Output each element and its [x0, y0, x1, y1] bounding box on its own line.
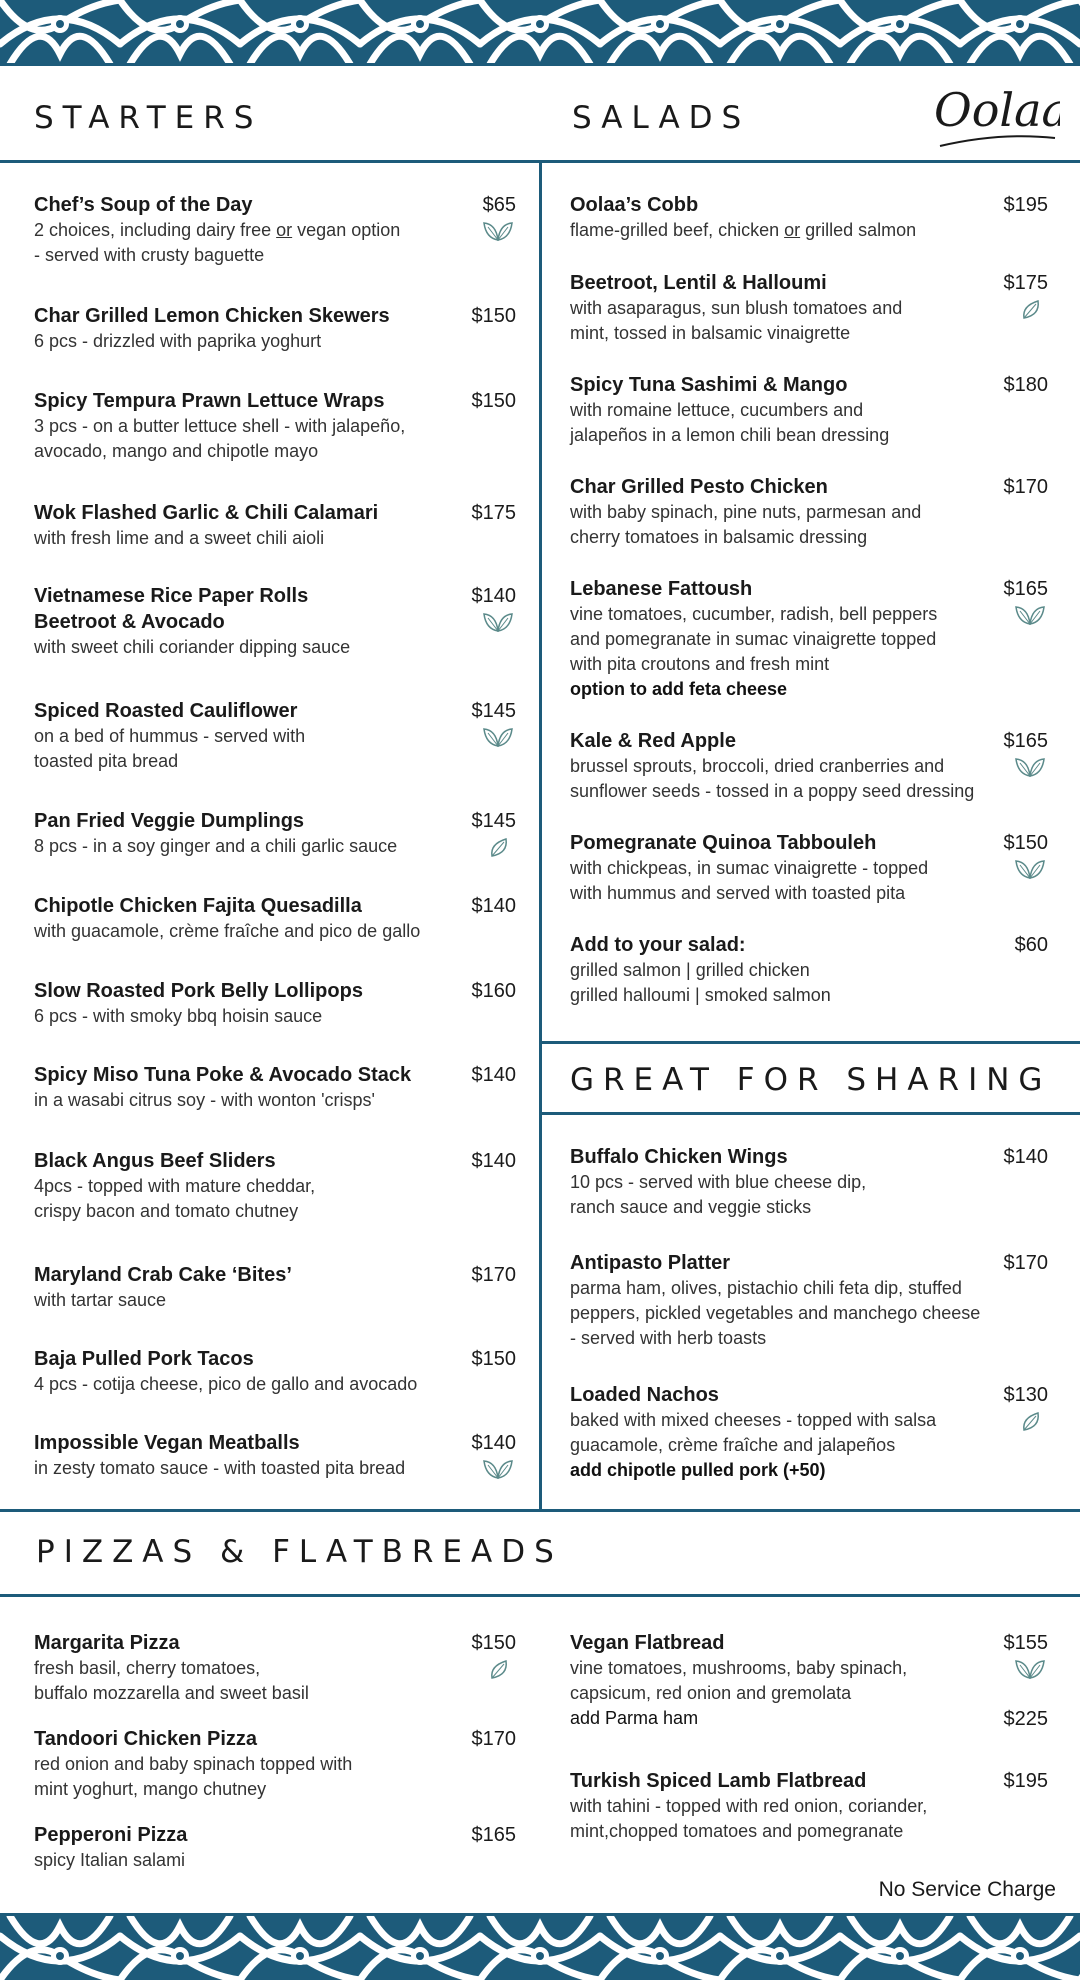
item-description: buffalo mozzarella and sweet basil: [34, 1683, 309, 1703]
rule-above-sharing: [540, 1041, 1080, 1044]
item-price: $175: [471, 502, 516, 524]
item-name: Buffalo Chicken Wings: [570, 1146, 788, 1168]
vegan-leaf-icon: [1014, 858, 1046, 880]
item-description: with romaine lettuce, cucumbers and: [570, 400, 864, 420]
menu-item: [34, 1822, 187, 1873]
vegan-leaf-icon: [1014, 1658, 1046, 1680]
menu-item: [34, 1726, 352, 1802]
item-price: $65: [482, 194, 516, 216]
vegan-leaf-icon: [482, 1458, 514, 1480]
item-description: with chickpeas, in sumac vinaigrette - topped: [570, 858, 929, 878]
item-name: Slow Roasted Pork Belly Lollipops: [34, 980, 363, 1002]
menu-item: [34, 1630, 309, 1706]
item-price: $150: [471, 1348, 516, 1370]
item-description: in a wasabi citrus soy - with wonton 'crisps': [34, 1090, 375, 1110]
item-description: peppers, pickled vegetables and manchego cheese: [570, 1303, 981, 1323]
no-service-charge-note: No Service Charge: [878, 1878, 1056, 1901]
starters-heading: STARTERS: [34, 100, 263, 136]
item-description: with asaparagus, sun blush tomatoes and: [570, 298, 903, 318]
menu-item: [570, 192, 916, 243]
item-description: 4 pcs - cotija cheese, pico de gallo and avocado: [34, 1374, 418, 1394]
item-description: cherry tomatoes in balsamic dressing: [570, 527, 868, 547]
item-description: with sweet chili coriander dipping sauce: [34, 637, 351, 657]
item-description: jalapeños in a lemon chili bean dressing: [570, 425, 890, 445]
bottom-pattern-band: [0, 1916, 1080, 1980]
item-name: Beetroot, Lentil & Halloumi: [570, 272, 827, 294]
item-description: mint,chopped tomatoes and pomegranate: [570, 1821, 904, 1841]
item-description: vine tomatoes, cucumber, radish, bell peppers: [570, 604, 938, 624]
menu-item: [34, 978, 363, 1029]
item-price: $140: [471, 585, 516, 607]
menu-item: [34, 583, 350, 660]
menu-item: [570, 372, 889, 448]
item-name: Chef’s Soup of the Day: [34, 194, 253, 216]
item-price: $150: [471, 1632, 516, 1654]
addon-price: $225: [1003, 1708, 1048, 1730]
item-name: Add to your salad:: [570, 934, 746, 956]
item-description: red onion and baby spinach topped with: [34, 1754, 353, 1774]
item-description: on a bed of hummus - served with: [34, 726, 306, 746]
item-description: with baby spinach, pine nuts, parmesan and: [570, 502, 922, 522]
menu-item: [570, 830, 928, 906]
item-name: Wok Flashed Garlic & Chili Calamari: [34, 502, 379, 524]
item-price: $140: [471, 895, 516, 917]
item-name: Vegan Flatbread: [570, 1632, 725, 1654]
item-description: flame-grilled beef, chicken or grilled salmon: [570, 220, 917, 240]
item-description: 2 choices, including dairy free or vegan option: [34, 220, 401, 240]
pizzas-heading: PIZZAS & FLATBREADS: [36, 1534, 563, 1570]
menu-item: [34, 1262, 292, 1313]
item-description: avocado, mango and chipotle mayo: [34, 441, 319, 461]
menu-item: [570, 1144, 866, 1220]
item-description: ranch sauce and veggie sticks: [570, 1197, 812, 1217]
item-description: mint yoghurt, mango chutney: [34, 1779, 267, 1799]
menu-item: [570, 1630, 907, 1731]
vegan-leaf-icon: [482, 726, 514, 748]
item-price: $145: [471, 810, 516, 832]
rule-above-pizzas: [0, 1509, 1080, 1512]
item-name: Oolaa’s Cobb: [570, 194, 699, 216]
item-name: Char Grilled Lemon Chicken Skewers: [34, 305, 390, 327]
svg-text:Oolaa: Oolaa: [934, 83, 1060, 137]
item-name: Margarita Pizza: [34, 1632, 180, 1654]
item-description: spicy Italian salami: [34, 1850, 186, 1870]
vegetarian-leaf-icon: [482, 1658, 514, 1680]
item-price: $195: [1003, 194, 1048, 216]
item-name: Pan Fried Veggie Dumplings: [34, 810, 305, 832]
item-name: Turkish Spiced Lamb Flatbread: [570, 1770, 867, 1792]
menu-item: [34, 1430, 405, 1481]
item-description: with pita croutons and fresh mint: [570, 654, 830, 674]
rule-under-sharing: [540, 1112, 1080, 1115]
item-name: Chipotle Chicken Fajita Quesadilla: [34, 895, 362, 917]
vegan-leaf-icon: [482, 220, 514, 242]
item-price: $140: [471, 1064, 516, 1086]
item-addon: add Parma ham: [570, 1708, 699, 1728]
item-price: $170: [1003, 476, 1048, 498]
item-name: Kale & Red Apple: [570, 730, 736, 752]
menu-item: [570, 1768, 927, 1844]
menu-item: [570, 932, 831, 1008]
item-description: in zesty tomato sauce - with toasted pita bread: [34, 1458, 406, 1478]
menu-item: [34, 1062, 411, 1113]
item-description: toasted pita bread: [34, 751, 179, 771]
menu-item: [34, 808, 397, 859]
item-description: 10 pcs - served with blue cheese dip,: [570, 1172, 867, 1192]
item-description: grilled salmon | grilled chicken: [570, 960, 810, 980]
item-name: Pepperoni Pizza: [34, 1824, 188, 1846]
item-price: $165: [471, 1824, 516, 1846]
vegan-leaf-icon: [482, 611, 514, 633]
salads-heading: SALADS: [572, 100, 751, 136]
menu-item: [570, 1382, 936, 1483]
item-price: $160: [471, 980, 516, 1002]
item-name: Maryland Crab Cake ‘Bites’: [34, 1264, 292, 1286]
menu-item: [34, 303, 390, 354]
menu-item: [570, 270, 902, 346]
rule-column-divider: [539, 160, 542, 1512]
item-description: fresh basil, cherry tomatoes,: [34, 1658, 261, 1678]
item-price: $140: [471, 1432, 516, 1454]
item-description: brussel sprouts, broccoli, dried cranberries and: [570, 756, 945, 776]
menu-item: [570, 474, 921, 550]
item-description: crispy bacon and tomato chutney: [34, 1201, 299, 1221]
sharing-heading: GREAT FOR SHARING: [570, 1062, 1052, 1098]
item-price: $195: [1003, 1770, 1048, 1792]
item-description: baked with mixed cheeses - topped with salsa: [570, 1410, 937, 1430]
item-price: $130: [1003, 1384, 1048, 1406]
rule-under-pizzas: [0, 1594, 1080, 1597]
item-name: Lebanese Fattoush: [570, 578, 753, 600]
item-price: $140: [1003, 1146, 1048, 1168]
item-price: $155: [1003, 1632, 1048, 1654]
item-price: $170: [1003, 1252, 1048, 1274]
item-description: 6 pcs - drizzled with paprika yoghurt: [34, 331, 322, 351]
item-price: $170: [471, 1728, 516, 1750]
item-name: Black Angus Beef Sliders: [34, 1150, 276, 1172]
item-name: Tandoori Chicken Pizza: [34, 1728, 257, 1750]
item-name: Spicy Tempura Prawn Lettuce Wraps: [34, 390, 385, 412]
item-option: add chipotle pulled pork (+50): [570, 1460, 826, 1480]
item-name: Pomegranate Quinoa Tabbouleh: [570, 832, 877, 854]
item-description: with hummus and served with toasted pita: [570, 883, 906, 903]
item-name: Vietnamese Rice Paper Rolls: [34, 585, 309, 607]
item-description: 6 pcs - with smoky bbq hoisin sauce: [34, 1006, 323, 1026]
item-description: with fresh lime and a sweet chili aioli: [34, 528, 325, 548]
vegan-leaf-icon: [1014, 604, 1046, 626]
item-description: 4pcs - topped with mature cheddar,: [34, 1176, 316, 1196]
item-price: $140: [471, 1150, 516, 1172]
rule-top: [0, 63, 1080, 66]
item-name: Baja Pulled Pork Tacos: [34, 1348, 254, 1370]
item-description: with tartar sauce: [34, 1290, 167, 1310]
item-price: $60: [1014, 934, 1048, 956]
item-description: grilled halloumi | smoked salmon: [570, 985, 831, 1005]
item-price: $165: [1003, 578, 1048, 600]
item-name: Loaded Nachos: [570, 1384, 719, 1406]
menu-item: [570, 576, 937, 702]
item-description: sunflower seeds - tossed in a poppy seed dressing: [570, 781, 975, 801]
item-description: 3 pcs - on a butter lettuce shell - with jalapeño,: [34, 416, 406, 436]
menu-item: [570, 728, 974, 804]
menu-item: [34, 1346, 417, 1397]
menu-item: [570, 1250, 980, 1351]
item-description: and pomegranate in sumac vinaigrette topped: [570, 629, 937, 649]
item-price: $150: [471, 305, 516, 327]
item-description: vine tomatoes, mushrooms, baby spinach,: [570, 1658, 908, 1678]
vegetarian-leaf-icon: [482, 836, 514, 858]
menu-item: [34, 698, 305, 774]
oolaa-logo: [930, 76, 1060, 156]
item-name-line2: Beetroot & Avocado: [34, 611, 225, 633]
item-description: with tahini - topped with red onion, coriander,: [570, 1796, 928, 1816]
item-description: capsicum, red onion and gremolata: [570, 1683, 852, 1703]
top-pattern-band: [0, 0, 1080, 64]
item-description: - served with herb toasts: [570, 1328, 767, 1348]
item-price: $170: [471, 1264, 516, 1286]
item-price: $165: [1003, 730, 1048, 752]
rule-bottom: [0, 1913, 1080, 1916]
menu-item: [34, 500, 378, 551]
item-option: option to add feta cheese: [570, 679, 788, 699]
vegan-leaf-icon: [1014, 756, 1046, 778]
item-description: guacamole, crème fraîche and jalapeños: [570, 1435, 896, 1455]
item-name: Spiced Roasted Cauliflower: [34, 700, 298, 722]
item-name: Spicy Tuna Sashimi & Mango: [570, 374, 848, 396]
item-name: Char Grilled Pesto Chicken: [570, 476, 828, 498]
item-price: $150: [1003, 832, 1048, 854]
item-description: with guacamole, crème fraîche and pico de gallo: [34, 921, 421, 941]
menu-item: [34, 192, 400, 268]
menu-item: [34, 893, 420, 944]
item-name: Antipasto Platter: [570, 1252, 731, 1274]
item-description: parma ham, olives, pistachio chili feta dip, stuffed: [570, 1278, 962, 1298]
item-price: $150: [471, 390, 516, 412]
vegetarian-leaf-icon: [1014, 1410, 1046, 1432]
item-description: mint, tossed in balsamic vinaigrette: [570, 323, 851, 343]
item-description: - served with crusty baguette: [34, 245, 265, 265]
item-name: Spicy Miso Tuna Poke & Avocado Stack: [34, 1064, 412, 1086]
item-description: 8 pcs - in a soy ginger and a chili garlic sauce: [34, 836, 398, 856]
item-name: Impossible Vegan Meatballs: [34, 1432, 300, 1454]
menu-item: [34, 1148, 315, 1224]
item-price: $145: [471, 700, 516, 722]
menu-item: [34, 388, 405, 464]
vegetarian-leaf-icon: [1014, 298, 1046, 320]
item-price: $180: [1003, 374, 1048, 396]
item-price: $175: [1003, 272, 1048, 294]
